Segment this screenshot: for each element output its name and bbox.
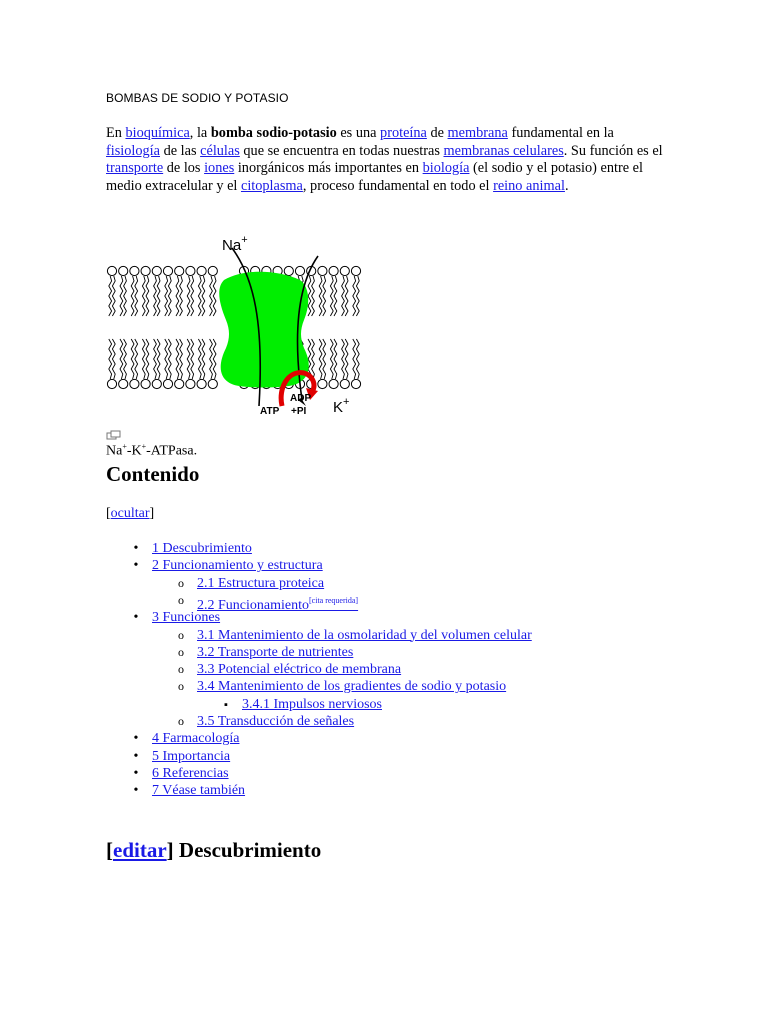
lipid-tail <box>120 276 123 316</box>
k-label: K+ <box>333 396 350 416</box>
lipid-tail <box>345 339 348 379</box>
lipid-head <box>197 379 206 388</box>
toc-link[interactable]: 6 Referencias <box>152 765 229 781</box>
intro-text: que se encuentra en todas nuestras <box>239 142 444 159</box>
lipid-tail <box>198 339 201 379</box>
lipid-head <box>141 379 150 388</box>
bullet-icon <box>130 765 142 782</box>
intro-text: , proceso fundamental en todo el <box>302 177 494 194</box>
toc-item <box>197 713 354 730</box>
lipid-tail <box>334 339 337 379</box>
lipid-head <box>318 266 327 275</box>
link-transporte[interactable]: transporte <box>106 160 164 176</box>
lipid-head <box>141 266 150 275</box>
toc-link[interactable]: 3.3 Potencial eléctrico de membrana <box>197 662 402 678</box>
lipid-head <box>318 379 327 388</box>
toc-link[interactable]: 3.1 Mantenimiento de la osmolaridad y del volumen celular <box>197 627 532 643</box>
lipid-tail <box>187 276 190 316</box>
lipid-head <box>107 266 116 275</box>
bullet-icon <box>175 644 187 661</box>
lipid-tail <box>191 339 194 379</box>
link-biologia[interactable]: biología <box>422 160 470 176</box>
lipid-tail <box>124 339 127 379</box>
lipid-tail <box>330 339 333 379</box>
lipid-head <box>329 379 338 388</box>
intro-text: fundamental en la <box>507 125 614 141</box>
intro-text: En <box>106 125 126 141</box>
sodium-potassium-pump-diagram <box>104 228 366 424</box>
lipid-tail <box>342 276 345 316</box>
toc-item <box>197 575 324 592</box>
lipid-tail <box>135 339 138 379</box>
toc-item <box>197 644 353 661</box>
lipid-head <box>329 266 338 275</box>
toc-link[interactable]: 3.4.1 Impulsos nerviosos <box>242 696 382 712</box>
lipid-tail <box>120 339 123 379</box>
toc-link[interactable]: 4 Farmacología <box>152 731 240 747</box>
intro-text: . <box>564 177 569 194</box>
pi-label: +PI <box>291 406 307 417</box>
lipid-tail <box>342 339 345 379</box>
link-citoplasma[interactable]: citoplasma <box>240 177 303 194</box>
lipid-head <box>340 266 349 275</box>
toc-link[interactable]: 7 Véase también <box>152 783 246 799</box>
lipid-tail <box>202 276 205 316</box>
intro-text: inorgánicos más importantes en <box>234 160 423 176</box>
toc-link[interactable]: 5 Importancia <box>152 748 231 764</box>
lipid-tail <box>109 276 112 316</box>
lipid-head <box>163 266 172 275</box>
lipid-head <box>175 266 184 275</box>
edit-section-link[interactable]: editar <box>113 838 167 862</box>
lipid-tail <box>319 339 322 379</box>
lipid-head <box>295 266 304 275</box>
link-celulas[interactable]: células <box>200 142 240 159</box>
toc-item <box>152 557 323 574</box>
lipid-head <box>208 266 217 275</box>
bullet-icon <box>220 696 232 714</box>
intro-text: de las <box>160 142 201 159</box>
lipid-tail <box>330 276 333 316</box>
lipid-tail <box>112 339 115 379</box>
toc-link[interactable]: 2.2 Funcionamiento[cita requerida] <box>197 595 359 613</box>
bullet-icon <box>130 557 142 574</box>
intro-text: de <box>426 125 448 141</box>
lipid-head <box>284 266 293 275</box>
lipid-tail <box>210 339 213 379</box>
lipid-head <box>351 379 360 388</box>
intro-text: , la <box>189 125 211 141</box>
lipid-head <box>351 266 360 275</box>
lipid-tail <box>213 339 216 379</box>
lipid-tail <box>180 276 183 316</box>
lipid-tail <box>353 276 356 316</box>
lipid-tail <box>312 276 315 316</box>
link-proteina[interactable]: proteína <box>380 125 427 141</box>
intro-text: es una <box>336 125 381 141</box>
toc-link[interactable]: 2 Funcionamiento y estructura <box>152 558 323 574</box>
document-title: BOMBAS DE SODIO Y POTASIO <box>106 91 289 105</box>
lipid-head <box>208 379 217 388</box>
link-bioquimica[interactable]: bioquímica <box>125 125 190 141</box>
atp-label: ATP <box>260 406 280 417</box>
toc-link[interactable]: 3.2 Transporte de nutrientes <box>197 644 354 660</box>
lipid-tail <box>142 276 145 316</box>
lipid-tail <box>356 276 359 316</box>
toc-item <box>242 696 382 713</box>
adp-label: ADP <box>290 393 312 404</box>
bullet-icon <box>175 661 187 678</box>
bullet-icon <box>175 592 187 609</box>
lipid-tail <box>157 276 160 316</box>
lipid-head <box>130 379 139 388</box>
toc-link[interactable]: 2.1 Estructura proteica <box>197 575 325 591</box>
bullet-icon <box>175 678 187 695</box>
lipid-tail <box>131 276 134 316</box>
lipid-tail <box>187 339 190 379</box>
lipid-tail <box>131 339 134 379</box>
toc-item <box>152 609 220 626</box>
lipid-tail <box>323 339 326 379</box>
toc-link[interactable]: 1 Descubrimiento <box>152 541 252 556</box>
lipid-tail <box>191 276 194 316</box>
lipid-tail <box>353 339 356 379</box>
lipid-tail <box>356 339 359 379</box>
lipid-tail <box>319 276 322 316</box>
lipid-bilayer-left <box>107 266 217 388</box>
lipid-tail <box>112 276 115 316</box>
bullet-icon <box>175 575 187 592</box>
na-label: Na+ <box>222 234 248 254</box>
lipid-tail <box>165 276 168 316</box>
intro-text: de los <box>163 160 205 176</box>
toc-item <box>197 592 359 613</box>
toc-link[interactable]: 3 Funciones <box>152 610 221 626</box>
toc-item <box>152 748 230 765</box>
lipid-head <box>119 379 128 388</box>
lipid-tail <box>142 339 145 379</box>
lipid-tail <box>165 339 168 379</box>
link-membrana[interactable]: membrana <box>447 125 508 141</box>
hide-toc-link[interactable]: ocultar <box>110 506 150 521</box>
bullet-icon <box>175 627 187 644</box>
intro-text: (el sodio y el potasio) entre el medio extracelular y el <box>106 160 643 194</box>
lipid-head <box>152 379 161 388</box>
figure-caption: Na+-K+-ATPasa. <box>106 442 198 459</box>
lipid-tail <box>146 276 149 316</box>
lipid-tail <box>198 276 201 316</box>
toc-item <box>152 540 252 557</box>
lipid-tail <box>345 276 348 316</box>
lipid-tail <box>154 276 157 316</box>
intro-text: . Su función es el <box>563 142 663 159</box>
lipid-tail <box>213 276 216 316</box>
lipid-head <box>186 379 195 388</box>
link-reino-animal[interactable]: reino animal <box>493 177 565 194</box>
lipid-head <box>186 266 195 275</box>
bullet-icon <box>130 748 142 765</box>
lipid-tail <box>334 276 337 316</box>
lipid-tail <box>180 339 183 379</box>
bullet-icon <box>130 782 142 799</box>
lipid-tail <box>323 276 326 316</box>
toc-item <box>197 627 532 644</box>
bold-term: bomba sodio-potasio <box>210 125 337 141</box>
toc-item <box>152 730 239 747</box>
lipid-tail <box>157 339 160 379</box>
lipid-head <box>175 379 184 388</box>
lipid-tail <box>146 339 149 379</box>
link-fisiologia[interactable]: fisiología <box>106 142 161 159</box>
toc-item <box>197 661 401 678</box>
citation-needed: [cita requerida] <box>309 595 359 605</box>
pump-protein <box>219 272 309 388</box>
lipid-tail <box>168 339 171 379</box>
bullet-icon <box>175 713 187 730</box>
lipid-tail <box>109 339 112 379</box>
lipid-head <box>340 379 349 388</box>
lipid-tail <box>202 339 205 379</box>
lipid-head <box>119 266 128 275</box>
enlarge-image-icon[interactable] <box>106 430 122 440</box>
lipid-tail <box>210 276 213 316</box>
lipid-tail <box>176 276 179 316</box>
lipid-head <box>130 266 139 275</box>
bullet-icon <box>130 730 142 747</box>
lipid-head <box>197 266 206 275</box>
toc-link[interactable]: 3.5 Transducción de señales <box>197 714 355 729</box>
link-membranas-celulares[interactable]: membranas celulares <box>443 142 564 159</box>
bullet-icon <box>130 609 142 626</box>
link-iones[interactable]: iones <box>204 160 235 176</box>
toc-item <box>197 678 506 695</box>
lipid-tail <box>176 339 179 379</box>
lipid-tail <box>135 276 138 316</box>
lipid-head <box>163 379 172 388</box>
lipid-tail <box>168 276 171 316</box>
toc-item <box>152 765 229 782</box>
section-heading-descubrimiento: [editar] Descubrimiento <box>106 838 322 862</box>
toc-link[interactable]: 3.4 Mantenimiento de los gradientes de sodio y potasio <box>197 679 507 695</box>
lipid-tail <box>312 339 315 379</box>
contents-heading: Contenido <box>106 462 200 486</box>
lipid-tail <box>154 339 157 379</box>
lipid-head <box>152 266 161 275</box>
lipid-tail <box>124 276 127 316</box>
bullet-icon <box>130 540 142 557</box>
intro-paragraph <box>106 125 666 195</box>
lipid-head <box>107 379 116 388</box>
toc-toggle: [ocultar] <box>106 506 155 521</box>
lipid-tail <box>308 276 311 316</box>
toc-item <box>152 782 245 799</box>
